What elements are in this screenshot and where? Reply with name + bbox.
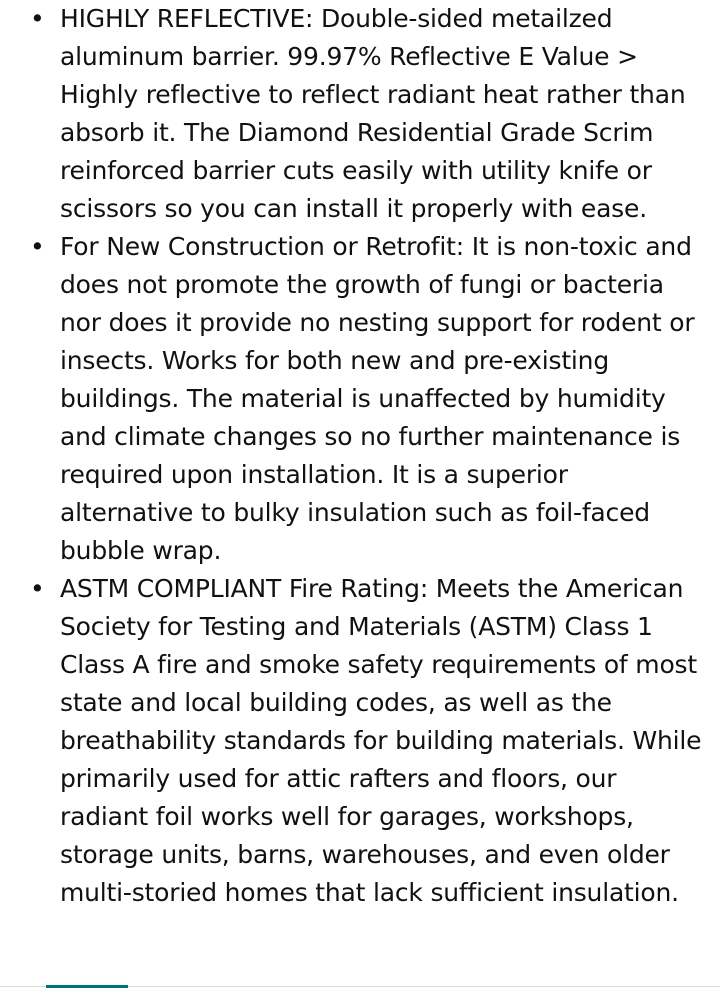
bullet-dot-icon: • [30, 232, 45, 261]
bullet-dot-icon: • [30, 574, 45, 603]
expand-indicator-bar[interactable] [46, 985, 128, 988]
feature-bullet-item [0, 570, 720, 912]
feature-bullet-text: HIGHLY REFLECTIVE: Double-sided metailzed aluminum barrier. 99.97% Reflective E Value > Highly reflective to reflect radiant heat rather than absorb it. The Diamond Residential Grade Scrim reinforced barrier cuts easily with utility knife or scissors so you can install it properly with ease. [60, 4, 686, 223]
feature-bullet-text: ASTM COMPLIANT Fire Rating: Meets the American Society for Testing and Materials (ASTM) Class 1 Class A fire and smoke safety requirements of most state and local building codes, as well as the breathability standards for building materials. While primarily used for attic rafters and floors, our radiant foil works well for garages, workshops, storage units, barns, warehouses, and even older multi-storied homes that lack sufficient insulation. [60, 574, 702, 907]
bullet-dot-icon: • [30, 4, 45, 33]
feature-bullet-item [0, 228, 720, 570]
feature-bullet-text: For New Construction or Retrofit: It is non-toxic and does not promote the growth of fungi or bacteria nor does it provide no nesting support for rodent or insects. Works for both new and pre-existing buildings. The material is unaffected by humidity and climate changes so no further maintenance is required upon installation. It is a superior alternative to bulky insulation such as foil-faced bubble wrap. [60, 232, 695, 565]
feature-bullet-item [0, 0, 720, 228]
